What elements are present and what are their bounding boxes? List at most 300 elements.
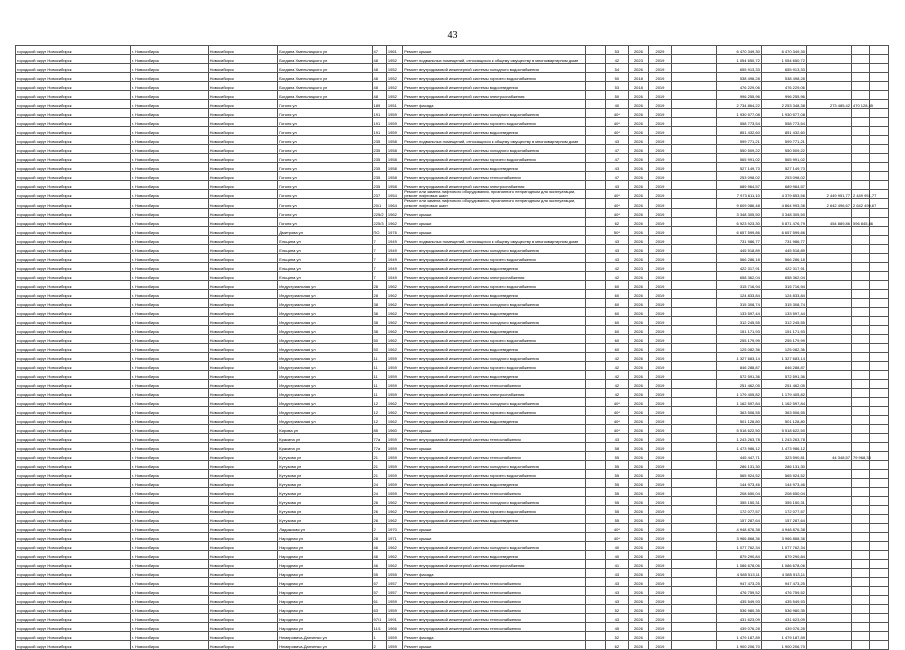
cell-year: 1958 [386, 181, 402, 190]
cell-settlement: г. Новосибирск [130, 280, 208, 289]
cell-settlement: г. Новосибирск [130, 586, 208, 595]
cell-cost-total: 1 327 683,14 [716, 352, 761, 361]
cell-cost-extra [852, 289, 870, 298]
cell-municipality: городской округ Новосибирск [16, 514, 131, 523]
cell-wear: 60 [606, 307, 629, 316]
cell-cost-fund: 1 479 187,89 [761, 631, 806, 640]
cell-col-x [870, 325, 889, 334]
cell-year: 1962 [386, 496, 402, 505]
table-row [16, 82, 889, 91]
cell-house: 20/1 [372, 199, 386, 208]
cell-cost-other [806, 55, 851, 64]
cell-cost-total: 879 290,84 [716, 550, 761, 559]
cell-year: 1962 [386, 325, 402, 334]
cell-settlement: г. Новосибирск [130, 172, 208, 181]
cell-settlement: г. Новосибирск [130, 55, 208, 64]
cell-locality: Новосибирск [208, 388, 278, 397]
cell-year-b: 2019 [649, 487, 672, 496]
cell-spacer [585, 568, 605, 577]
cell-work-type: Ремонт внутридомовой инженерной системы горячего водоснабжения [403, 280, 585, 289]
cell-work-type: Ремонт крыши [403, 523, 585, 532]
cell-cost-fund: 2 253 348,38 [761, 100, 806, 109]
cell-work-type: Ремонт внутридомовой инженерной системы горячего водоснабжения [403, 118, 585, 127]
cell-wear: 40* [606, 532, 629, 541]
table-row [16, 631, 889, 640]
cell-cost-extra [852, 280, 870, 289]
cell-locality: Новосибирск [208, 253, 278, 262]
capital-repair-register-table [15, 45, 889, 650]
cell-cost-fund: 3 348 305,50 [761, 208, 806, 217]
cell-cost-total: 431 623,09 [716, 613, 761, 622]
table-row [16, 145, 889, 154]
cell-cost-fund: 363 506,55 [761, 406, 806, 415]
cell-col-x [870, 307, 889, 316]
cell-cost-fund: 6 657 599,86 [761, 226, 806, 235]
cell-year-a: 2026 [628, 154, 648, 163]
cell-municipality: городской округ Новосибирск [16, 496, 131, 505]
table-row [16, 199, 889, 208]
cell-settlement: г. Новосибирск [130, 127, 208, 136]
cell-cost-total: 996 255,96 [716, 91, 761, 100]
cell-wear: 40* [606, 190, 629, 199]
cell-year-a: 2026 [628, 307, 648, 316]
cell-spacer2 [671, 586, 716, 595]
cell-year: 1959 [386, 388, 402, 397]
cell-spacer [585, 217, 605, 226]
cell-spacer [585, 550, 605, 559]
cell-work-type: Ремонт крыши [403, 217, 585, 226]
table-row [16, 73, 889, 82]
cell-municipality: городской округ Новосибирск [16, 442, 131, 451]
cell-year-b: 2019 [649, 424, 672, 433]
cell-municipality: городской округ Новосибирск [16, 541, 131, 550]
cell-street: Кутузова ул [278, 478, 372, 487]
cell-year-a: 2026 [628, 487, 648, 496]
cell-year-a: 2026 [628, 352, 648, 361]
cell-cost-extra [852, 424, 870, 433]
cell-col-x [870, 208, 889, 217]
cell-wear: 40* [606, 397, 629, 406]
cell-year-b: 2019 [649, 379, 672, 388]
cell-wear: 47 [606, 172, 629, 181]
cell-spacer2 [671, 181, 716, 190]
cell-spacer [585, 433, 605, 442]
cell-street: Индустриальная ул [278, 325, 372, 334]
cell-cost-fund: 255 179,99 [761, 334, 806, 343]
cell-work-type: Ремонт внутридомовой инженерной системы электроснабжения [403, 559, 585, 568]
cell-col-x [870, 46, 889, 55]
cell-locality: Новосибирск [208, 496, 278, 505]
cell-street: Кутузова ул [278, 505, 372, 514]
table-row [16, 460, 889, 469]
cell-cost-extra [852, 523, 870, 532]
cell-year-a: 2026 [628, 595, 648, 604]
cell-year-b: 2019 [649, 478, 672, 487]
cell-col-x [870, 451, 889, 460]
cell-year-b: 2019 [649, 244, 672, 253]
cell-work-type: Ремонт внутридомовой инженерной системы холодного водоснабжения [403, 316, 585, 325]
cell-work-type: Ремонт крыши [403, 46, 585, 55]
cell-locality: Новосибирск [208, 577, 278, 586]
cell-settlement: г. Новосибирск [130, 190, 208, 199]
cell-locality: Новосибирск [208, 109, 278, 118]
cell-cost-other [806, 73, 851, 82]
cell-cost-other [806, 118, 851, 127]
cell-cost-extra [852, 181, 870, 190]
cell-settlement: г. Новосибирск [130, 424, 208, 433]
cell-cost-total: 1 479 187,89 [716, 631, 761, 640]
cell-year-a: 2026 [628, 604, 648, 613]
cell-cost-fund: 996 255,96 [761, 91, 806, 100]
cell-house: 21 [372, 469, 386, 478]
cell-house: 235 [372, 145, 386, 154]
cell-wear: 58 [606, 442, 629, 451]
cell-cost-total: 445 447,71 [716, 451, 761, 460]
cell-cost-extra [852, 532, 870, 541]
cell-house: 46 [372, 559, 386, 568]
cell-cost-total: 476 229,06 [716, 82, 761, 91]
cell-street: Индустриальная ул [278, 406, 372, 415]
cell-house: 11 [372, 361, 386, 370]
cell-locality: Новосибирск [208, 325, 278, 334]
table-row [16, 325, 889, 334]
cell-cost-fund: 144 973,46 [761, 478, 806, 487]
cell-year: 1962 [386, 217, 402, 226]
cell-year: 1962 [386, 541, 402, 550]
cell-cost-extra [852, 361, 870, 370]
cell-cost-extra [852, 595, 870, 604]
cell-spacer2 [671, 145, 716, 154]
cell-settlement: г. Новосибирск [130, 298, 208, 307]
cell-wear: 50 [606, 73, 629, 82]
cell-year: 1958 [386, 163, 402, 172]
cell-wear: 40 [606, 541, 629, 550]
cell-year-a: 2026 [628, 361, 648, 370]
cell-cost-total: 851 432,60 [716, 127, 761, 136]
cell-year-a: 2026 [628, 127, 648, 136]
cell-settlement: г. Новосибирск [130, 46, 208, 55]
cell-spacer [585, 343, 605, 352]
cell-year-a: 2026 [628, 559, 648, 568]
cell-spacer2 [671, 406, 716, 415]
cell-year: 1971 [386, 532, 402, 541]
cell-cost-fund: 422 317,91 [761, 262, 806, 271]
table-row [16, 613, 889, 622]
cell-year-a: 2018 [628, 82, 648, 91]
cell-locality: Новосибирск [208, 136, 278, 145]
cell-spacer2 [671, 424, 716, 433]
cell-municipality: городской округ Новосибирск [16, 568, 131, 577]
cell-spacer [585, 406, 605, 415]
cell-cost-extra [852, 406, 870, 415]
cell-house: 11/1 [372, 622, 386, 631]
cell-spacer2 [671, 352, 716, 361]
cell-year: 1949 [386, 262, 402, 271]
cell-cost-fund: 655 913,33 [761, 64, 806, 73]
cell-municipality: городской округ Новосибирск [16, 352, 131, 361]
cell-cost-extra [852, 370, 870, 379]
table-row [16, 550, 889, 559]
cell-street: Индустриальная ул [278, 343, 372, 352]
cell-cost-fund: 689 964,57 [761, 181, 806, 190]
cell-wear: 42 [606, 271, 629, 280]
cell-spacer2 [671, 298, 716, 307]
cell-col-x [870, 595, 889, 604]
cell-year: 1957 [386, 577, 402, 586]
cell-year-b: 2019 [649, 118, 672, 127]
cell-wear: 45 [606, 622, 629, 631]
cell-spacer2 [671, 46, 716, 55]
cell-wear: 52 [606, 631, 629, 640]
cell-cost-extra [852, 226, 870, 235]
cell-year: 1962 [386, 289, 402, 298]
cell-cost-total: 2 734 864,22 [716, 100, 761, 109]
cell-cost-total: 658 362,04 [716, 271, 761, 280]
table-row [16, 64, 889, 73]
cell-cost-total: 4 585 513,11 [716, 568, 761, 577]
cell-settlement: г. Новосибирск [130, 613, 208, 622]
cell-municipality: городской округ Новосибирск [16, 163, 131, 172]
cell-year: 1962 [386, 298, 402, 307]
cell-municipality: городской округ Новосибирск [16, 136, 131, 145]
cell-work-type: Ремонт крыши [403, 532, 585, 541]
cell-spacer2 [671, 379, 716, 388]
cell-cost-fund: 125 082,36 [761, 343, 806, 352]
table-row [16, 118, 889, 127]
cell-cost-total: 7 973 611,10 [716, 190, 761, 199]
cell-cost-other [806, 64, 851, 73]
cell-municipality: городской округ Новосибирск [16, 127, 131, 136]
cell-cost-fund: 599 771,21 [761, 136, 806, 145]
cell-col-x [870, 370, 889, 379]
cell-cost-total: 3 348 305,50 [716, 208, 761, 217]
cell-locality: Новосибирск [208, 433, 278, 442]
cell-cost-total: 6 657 599,86 [716, 226, 761, 235]
table-row [16, 640, 889, 649]
cell-cost-total: 435 549,93 [716, 595, 761, 604]
cell-street: Богдана Хмельницкого ул [278, 91, 372, 100]
cell-cost-fund: 501 128,80 [761, 415, 806, 424]
cell-spacer2 [671, 271, 716, 280]
cell-settlement: г. Новосибирск [130, 496, 208, 505]
cell-settlement: г. Новосибирск [130, 595, 208, 604]
cell-year-b: 2019 [649, 433, 672, 442]
cell-year-a: 2026 [628, 505, 648, 514]
cell-year-a: 2026 [628, 631, 648, 640]
cell-house: 38 [372, 325, 386, 334]
cell-cost-other [806, 568, 851, 577]
cell-cost-other [806, 478, 851, 487]
cell-cost-fund: 151 171,93 [761, 325, 806, 334]
cell-cost-fund: 476 229,06 [761, 82, 806, 91]
cell-year: 1951 [386, 100, 402, 109]
cell-spacer2 [671, 244, 716, 253]
cell-cost-extra [852, 334, 870, 343]
table-row [16, 307, 889, 316]
cell-cost-fund: 286 131,30 [761, 460, 806, 469]
cell-spacer2 [671, 316, 716, 325]
cell-cost-total: 558 773,54 [716, 118, 761, 127]
cell-year-b: 2019 [649, 568, 672, 577]
cell-wear: 40* [606, 415, 629, 424]
cell-year-a: 2026 [628, 496, 648, 505]
cell-spacer [585, 127, 605, 136]
cell-col-x [870, 496, 889, 505]
table-row [16, 442, 889, 451]
cell-municipality: городской округ Новосибирск [16, 487, 131, 496]
cell-col-x [870, 271, 889, 280]
cell-municipality: городской округ Новосибирск [16, 505, 131, 514]
cell-year-b: 2019 [649, 622, 672, 631]
cell-cost-fund: 445 518,89 [761, 244, 806, 253]
cell-year-b: 2019 [649, 208, 672, 217]
cell-year-a: 2026 [628, 172, 648, 181]
cell-spacer [585, 586, 605, 595]
cell-col-x [870, 415, 889, 424]
cell-col-x [870, 361, 889, 370]
cell-work-type: Ремонт внутридомовой инженерной системы водоотведения [403, 550, 585, 559]
cell-house: 225/3 [372, 217, 386, 226]
table-row [16, 469, 889, 478]
cell-spacer [585, 514, 605, 523]
cell-wear: 40* [606, 523, 629, 532]
cell-municipality: городской округ Новосибирск [16, 325, 131, 334]
cell-spacer [585, 190, 605, 199]
cell-street: Ельцина ул [278, 253, 372, 262]
cell-wear: 50 [606, 91, 629, 100]
cell-work-type: Ремонт внутридомовой инженерной системы горячего водоснабжения [403, 253, 585, 262]
cell-year: 1962 [386, 559, 402, 568]
cell-cost-other [806, 361, 851, 370]
cell-locality: Новосибирск [208, 523, 278, 532]
cell-year-b: 2019 [649, 415, 672, 424]
cell-year-a: 2026 [628, 298, 648, 307]
cell-cost-extra [852, 442, 870, 451]
cell-cost-fund: 133 597,44 [761, 307, 806, 316]
table-row [16, 127, 889, 136]
cell-cost-total: 1 054 650,72 [716, 55, 761, 64]
cell-year-b: 2019 [649, 361, 672, 370]
cell-year: 1949 [386, 253, 402, 262]
cell-spacer2 [671, 73, 716, 82]
cell-settlement: г. Новосибирск [130, 253, 208, 262]
cell-cost-extra [852, 172, 870, 181]
cell-spacer2 [671, 217, 716, 226]
cell-year: 1959 [386, 361, 402, 370]
cell-municipality: городской округ Новосибирск [16, 478, 131, 487]
cell-cost-fund: 172 077,57 [761, 505, 806, 514]
cell-spacer [585, 532, 605, 541]
table-row [16, 271, 889, 280]
cell-year-b: 2019 [649, 226, 672, 235]
cell-year: 1949 [386, 244, 402, 253]
cell-col-x [870, 514, 889, 523]
table-row [16, 604, 889, 613]
cell-municipality: городской округ Новосибирск [16, 379, 131, 388]
cell-spacer [585, 325, 605, 334]
cell-work-type: Ремонт внутридомовой инженерной системы холодного водоснабжения [403, 460, 585, 469]
cell-cost-fund: 846 288,87 [761, 361, 806, 370]
cell-spacer2 [671, 595, 716, 604]
cell-house: 26 [372, 514, 386, 523]
cell-col-x [870, 172, 889, 181]
cell-cost-fund: 124 833,84 [761, 289, 806, 298]
cell-year-b: 2019 [649, 298, 672, 307]
cell-cost-other [806, 604, 851, 613]
cell-year: 1959 [386, 442, 402, 451]
cell-cost-fund: 947 473,25 [761, 577, 806, 586]
cell-wear: 40* [606, 406, 629, 415]
cell-spacer2 [671, 397, 716, 406]
cell-municipality: городской округ Новосибирск [16, 100, 131, 109]
cell-work-type: Ремонт внутридомовой инженерной системы теплоснабжения [403, 379, 585, 388]
cell-year-b: 2019 [649, 514, 672, 523]
cell-street: Гоголя ул [278, 199, 372, 208]
cell-house: 48 [372, 91, 386, 100]
cell-cost-extra [852, 253, 870, 262]
cell-spacer2 [671, 415, 716, 424]
table-row [16, 334, 889, 343]
cell-year-b: 2019 [649, 235, 672, 244]
cell-cost-other [806, 442, 851, 451]
cell-locality: Новосибирск [208, 460, 278, 469]
cell-street: Народная ул [278, 577, 372, 586]
table-row [16, 55, 889, 64]
cell-spacer [585, 631, 605, 640]
cell-work-type: Ремонт внутридомовой инженерной системы горячего водоснабжения [403, 361, 585, 370]
cell-spacer2 [671, 541, 716, 550]
cell-locality: Новосибирск [208, 568, 278, 577]
cell-settlement: г. Новосибирск [130, 568, 208, 577]
cell-year: 1962 [386, 415, 402, 424]
cell-settlement: г. Новосибирск [130, 208, 208, 217]
cell-wear: 55 [606, 478, 629, 487]
cell-year: 1959 [386, 451, 402, 460]
cell-year-a: 2026 [628, 109, 648, 118]
cell-spacer [585, 559, 605, 568]
cell-cost-total: 422 317,91 [716, 262, 761, 271]
cell-house: 191 [372, 118, 386, 127]
cell-col-x [870, 388, 889, 397]
cell-municipality: городской округ Новосибирск [16, 271, 131, 280]
cell-work-type: Ремонт внутридомовой инженерной системы электроснабжения [403, 181, 585, 190]
cell-cost-fund: 4 864 993,36 [761, 199, 806, 208]
cell-cost-other [806, 316, 851, 325]
cell-house: 12 [372, 397, 386, 406]
cell-locality: Новосибирск [208, 505, 278, 514]
cell-cost-other [806, 541, 851, 550]
cell-house: 47 [372, 46, 386, 55]
cell-work-type: Ремонт или замена лифтового оборудования, признанного непригодным для эксплуатации, ремонт лифтовых шахт [403, 190, 585, 199]
cell-wear: 41 [606, 559, 629, 568]
cell-house: 21 [372, 451, 386, 460]
cell-year-b: 2019 [649, 145, 672, 154]
cell-locality: Новосибирск [208, 397, 278, 406]
cell-municipality: городской округ Новосибирск [16, 109, 131, 118]
cell-locality: Новосибирск [208, 640, 278, 649]
cell-spacer [585, 415, 605, 424]
cell-cost-extra [852, 577, 870, 586]
cell-cost-total: 689 964,57 [716, 181, 761, 190]
cell-locality: Новосибирск [208, 82, 278, 91]
cell-spacer2 [671, 55, 716, 64]
cell-year: 1952 [386, 64, 402, 73]
cell-municipality: городской округ Новосибирск [16, 208, 131, 217]
cell-locality: Новосибирск [208, 118, 278, 127]
cell-settlement: г. Новосибирск [130, 541, 208, 550]
cell-year-a: 2026 [628, 100, 648, 109]
cell-year-a: 2026 [628, 424, 648, 433]
